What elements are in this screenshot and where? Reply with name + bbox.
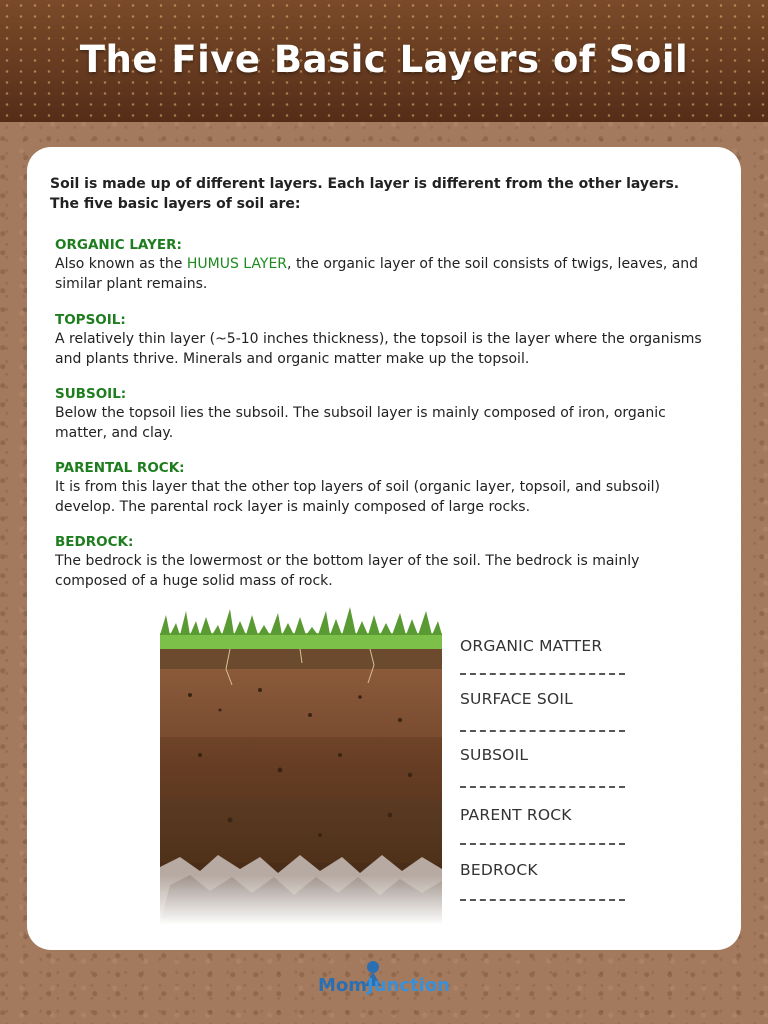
section-topsoil bbox=[55, 310, 715, 369]
dashed-divider bbox=[460, 899, 625, 901]
section-bedrock bbox=[55, 532, 715, 591]
content-card bbox=[27, 147, 741, 950]
label-organic-matter: ORGANIC MATTER bbox=[460, 637, 603, 655]
label-parent-rock: PARENT ROCK bbox=[460, 806, 572, 824]
section-text: Below the topsoil lies the subsoil. The subsoil layer is mainly composed of iron, organic matter, and clay. bbox=[55, 405, 666, 441]
label-surface-soil: SURFACE SOIL bbox=[460, 690, 573, 708]
section-heading: ORGANIC LAYER: bbox=[55, 237, 182, 253]
momjunction-logo[interactable]: MomJunction bbox=[318, 975, 450, 996]
section-heading: SUBSOIL: bbox=[55, 386, 127, 402]
section-heading: BEDROCK: bbox=[55, 534, 134, 550]
section-text: A relatively thin layer (~5-10 inches thickness), the topsoil is the layer where the organisms and plants thrive. Minerals and organic matter make up the topsoil. bbox=[55, 331, 702, 367]
header-banner bbox=[0, 0, 768, 122]
subsoil-layer bbox=[160, 737, 442, 799]
label-bedrock: BEDROCK bbox=[460, 861, 538, 879]
section-parental-rock bbox=[55, 458, 715, 517]
section-subsoil bbox=[55, 384, 715, 443]
label-subsoil: SUBSOIL bbox=[460, 746, 529, 764]
page-title: The Five Basic Layers of Soil bbox=[79, 38, 689, 81]
section-text: It is from this layer that the other top layers of soil (organic layer, topsoil, and subsoil) develop. The parental rock layer is mainly composed of large rocks. bbox=[55, 479, 661, 515]
dashed-divider bbox=[460, 843, 625, 845]
soil-layers-illustration bbox=[160, 605, 442, 925]
dashed-divider bbox=[460, 673, 625, 675]
dashed-divider bbox=[460, 730, 625, 732]
grass-layer bbox=[160, 607, 442, 649]
section-text: The bedrock is the lowermost or the bottom layer of the soil. The bedrock is mainly composed of a huge solid mass of rock. bbox=[55, 553, 640, 589]
intro-text: Soil is made up of different layers. Each layer is different from the other layers. The five basic layers of soil are: bbox=[50, 176, 680, 212]
section-heading: PARENTAL ROCK: bbox=[55, 460, 185, 476]
humus-highlight: HUMUS LAYER bbox=[186, 256, 288, 272]
section-text: Also known as the HUMUS LAYER, the organic layer of the soil consists of twigs, leaves, and similar plant remains. bbox=[55, 256, 699, 292]
dashed-divider bbox=[460, 786, 625, 788]
section-heading: TOPSOIL: bbox=[55, 312, 126, 328]
surface-soil-layer bbox=[160, 669, 442, 737]
section-organic-layer bbox=[55, 235, 715, 294]
bedrock-layer bbox=[160, 855, 442, 925]
